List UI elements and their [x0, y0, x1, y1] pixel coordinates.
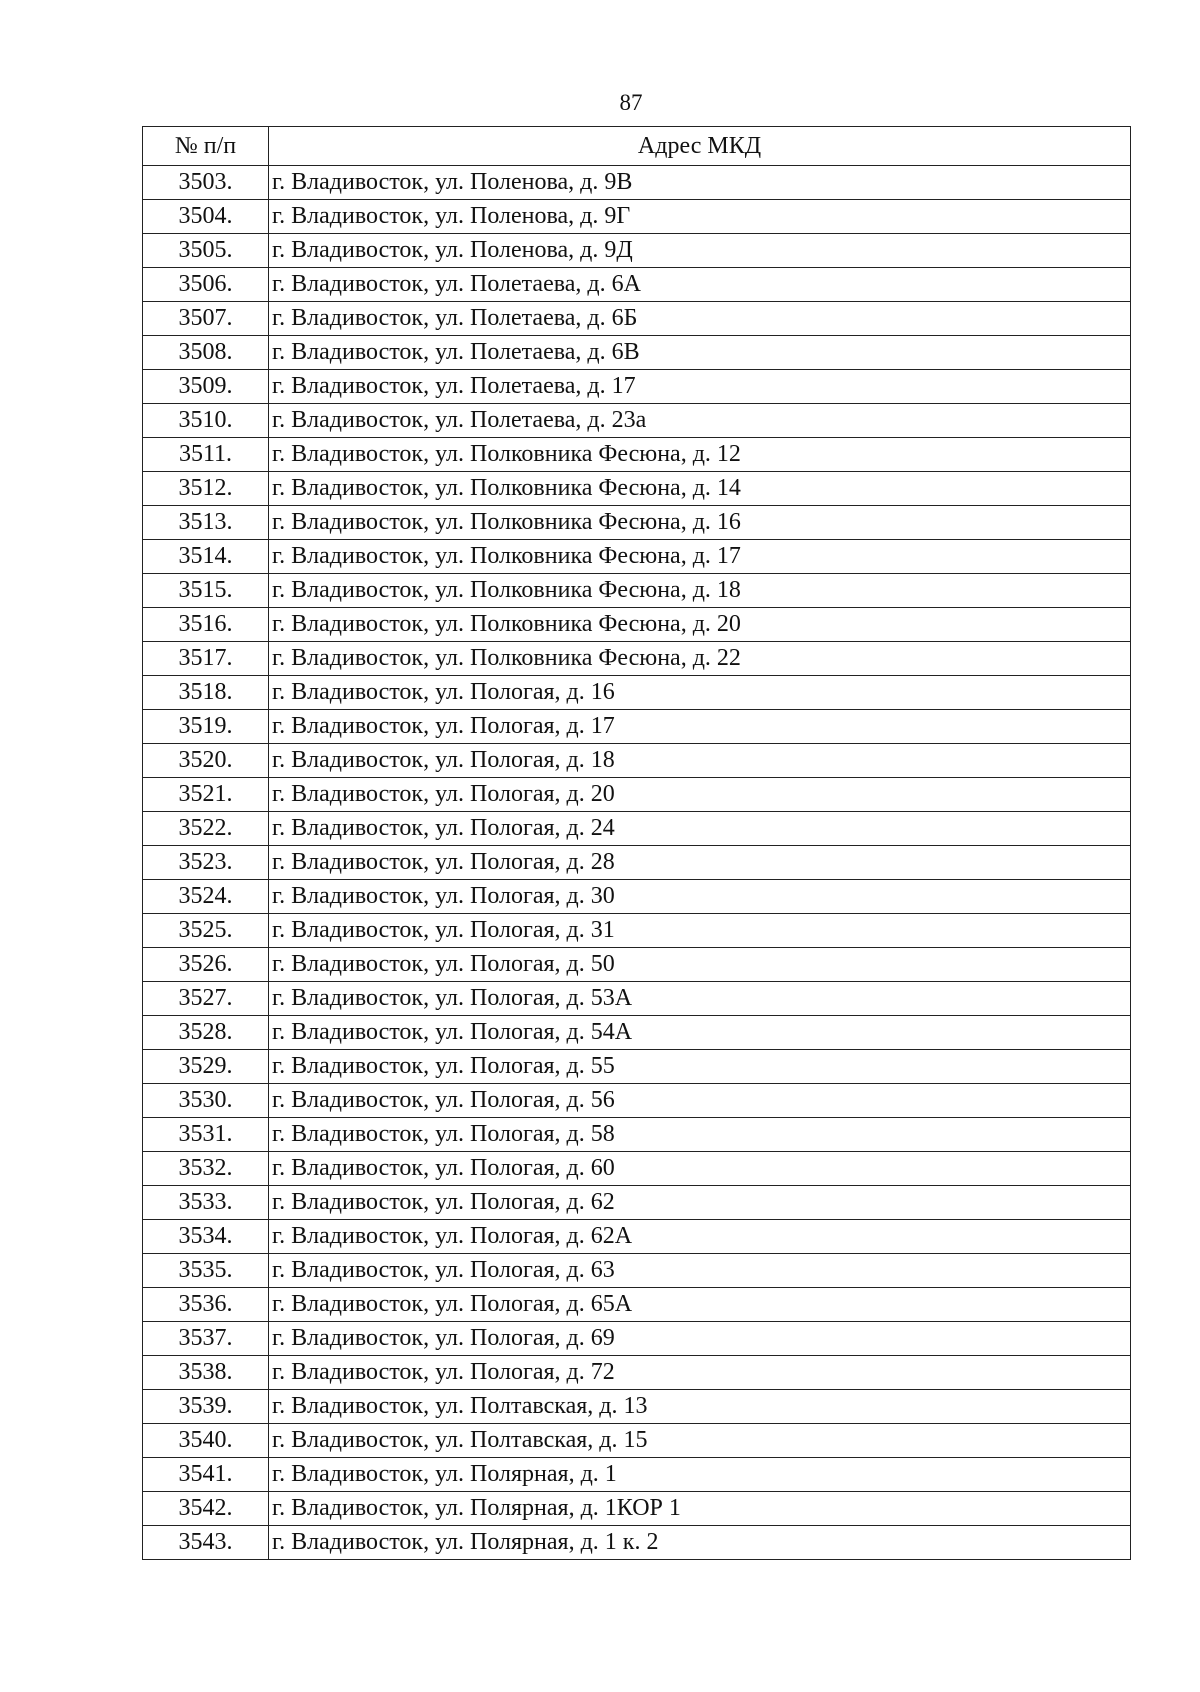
column-header-address: Адрес МКД — [269, 127, 1131, 166]
address-cell: г. Владивосток, ул. Полярная, д. 1КОР 1 — [269, 1492, 1131, 1526]
address-cell: г. Владивосток, ул. Пологая, д. 69 — [269, 1322, 1131, 1356]
row-number-cell: 3521. — [143, 778, 269, 812]
row-number-cell: 3517. — [143, 642, 269, 676]
row-number-cell: 3522. — [143, 812, 269, 846]
row-number-cell: 3532. — [143, 1152, 269, 1186]
row-number-cell: 3534. — [143, 1220, 269, 1254]
address-cell: г. Владивосток, ул. Пологая, д. 58 — [269, 1118, 1131, 1152]
address-cell: г. Владивосток, ул. Пологая, д. 72 — [269, 1356, 1131, 1390]
address-cell: г. Владивосток, ул. Полетаева, д. 23а — [269, 404, 1131, 438]
row-number-cell: 3536. — [143, 1288, 269, 1322]
address-cell: г. Владивосток, ул. Полковника Фесюна, д. 16 — [269, 506, 1131, 540]
address-cell: г. Владивосток, ул. Полярная, д. 1 — [269, 1458, 1131, 1492]
address-cell: г. Владивосток, ул. Пологая, д. 63 — [269, 1254, 1131, 1288]
address-cell: г. Владивосток, ул. Пологая, д. 16 — [269, 676, 1131, 710]
table-row — [143, 1254, 1131, 1288]
table-row — [143, 404, 1131, 438]
table-row — [143, 812, 1131, 846]
address-cell: г. Владивосток, ул. Полетаева, д. 6В — [269, 336, 1131, 370]
row-number-cell: 3524. — [143, 880, 269, 914]
row-number-cell: 3523. — [143, 846, 269, 880]
address-cell: г. Владивосток, ул. Пологая, д. 31 — [269, 914, 1131, 948]
row-number-cell: 3507. — [143, 302, 269, 336]
address-cell: г. Владивосток, ул. Пологая, д. 56 — [269, 1084, 1131, 1118]
address-cell: г. Владивосток, ул. Полетаева, д. 6А — [269, 268, 1131, 302]
table-row — [143, 1526, 1131, 1560]
table-row — [143, 948, 1131, 982]
row-number-cell: 3514. — [143, 540, 269, 574]
table-header — [143, 127, 1131, 166]
table-row — [143, 1458, 1131, 1492]
address-cell: г. Владивосток, ул. Полтавская, д. 13 — [269, 1390, 1131, 1424]
row-number-cell: 3503. — [143, 166, 269, 200]
address-cell: г. Владивосток, ул. Пологая, д. 50 — [269, 948, 1131, 982]
address-cell: г. Владивосток, ул. Полковника Фесюна, д. 20 — [269, 608, 1131, 642]
row-number-cell: 3537. — [143, 1322, 269, 1356]
table-row — [143, 1390, 1131, 1424]
row-number-cell: 3520. — [143, 744, 269, 778]
address-cell: г. Владивосток, ул. Пологая, д. 28 — [269, 846, 1131, 880]
table-row — [143, 642, 1131, 676]
address-cell: г. Владивосток, ул. Полетаева, д. 6Б — [269, 302, 1131, 336]
row-number-cell: 3527. — [143, 982, 269, 1016]
row-number-cell: 3506. — [143, 268, 269, 302]
address-cell: г. Владивосток, ул. Поленова, д. 9В — [269, 166, 1131, 200]
row-number-cell: 3519. — [143, 710, 269, 744]
address-cell: г. Владивосток, ул. Пологая, д. 24 — [269, 812, 1131, 846]
address-cell: г. Владивосток, ул. Пологая, д. 62А — [269, 1220, 1131, 1254]
table-row — [143, 166, 1131, 200]
address-cell: г. Владивосток, ул. Полтавская, д. 15 — [269, 1424, 1131, 1458]
table-row — [143, 540, 1131, 574]
row-number-cell: 3542. — [143, 1492, 269, 1526]
table-row — [143, 1152, 1131, 1186]
address-cell: г. Владивосток, ул. Пологая, д. 65А — [269, 1288, 1131, 1322]
row-number-cell: 3512. — [143, 472, 269, 506]
address-cell: г. Владивосток, ул. Полярная, д. 1 к. 2 — [269, 1526, 1131, 1560]
address-cell: г. Владивосток, ул. Полковника Фесюна, д. 22 — [269, 642, 1131, 676]
row-number-cell: 3539. — [143, 1390, 269, 1424]
row-number-cell: 3535. — [143, 1254, 269, 1288]
table-row — [143, 1016, 1131, 1050]
table-row — [143, 1288, 1131, 1322]
table-row — [143, 200, 1131, 234]
table-row — [143, 1118, 1131, 1152]
row-number-cell: 3511. — [143, 438, 269, 472]
row-number-cell: 3540. — [143, 1424, 269, 1458]
table-row — [143, 234, 1131, 268]
address-cell: г. Владивосток, ул. Полковника Фесюна, д. 14 — [269, 472, 1131, 506]
table-row — [143, 914, 1131, 948]
row-number-cell: 3509. — [143, 370, 269, 404]
table-row — [143, 438, 1131, 472]
address-cell: г. Владивосток, ул. Полетаева, д. 17 — [269, 370, 1131, 404]
row-number-cell: 3518. — [143, 676, 269, 710]
row-number-cell: 3513. — [143, 506, 269, 540]
table-row — [143, 778, 1131, 812]
table-row — [143, 1492, 1131, 1526]
address-cell: г. Владивосток, ул. Пологая, д. 60 — [269, 1152, 1131, 1186]
table-row — [143, 1050, 1131, 1084]
row-number-cell: 3525. — [143, 914, 269, 948]
row-number-cell: 3515. — [143, 574, 269, 608]
row-number-cell: 3533. — [143, 1186, 269, 1220]
address-cell: г. Владивосток, ул. Пологая, д. 54А — [269, 1016, 1131, 1050]
table-row — [143, 370, 1131, 404]
address-cell: г. Владивосток, ул. Пологая, д. 17 — [269, 710, 1131, 744]
table-row — [143, 846, 1131, 880]
row-number-cell: 3528. — [143, 1016, 269, 1050]
table-row — [143, 1220, 1131, 1254]
table-row — [143, 710, 1131, 744]
address-cell: г. Владивосток, ул. Поленова, д. 9Д — [269, 234, 1131, 268]
row-number-cell: 3526. — [143, 948, 269, 982]
address-cell: г. Владивосток, ул. Пологая, д. 55 — [269, 1050, 1131, 1084]
table-row — [143, 302, 1131, 336]
row-number-cell: 3541. — [143, 1458, 269, 1492]
table-row — [143, 676, 1131, 710]
address-table — [142, 126, 1131, 1560]
row-number-cell: 3529. — [143, 1050, 269, 1084]
address-cell: г. Владивосток, ул. Полковника Фесюна, д. 18 — [269, 574, 1131, 608]
table-row — [143, 1322, 1131, 1356]
table-row — [143, 1356, 1131, 1390]
row-number-cell: 3531. — [143, 1118, 269, 1152]
table-row — [143, 608, 1131, 642]
row-number-cell: 3538. — [143, 1356, 269, 1390]
address-cell: г. Владивосток, ул. Полковника Фесюна, д. 12 — [269, 438, 1131, 472]
table-row — [143, 982, 1131, 1016]
row-number-cell: 3510. — [143, 404, 269, 438]
table-row — [143, 472, 1131, 506]
address-cell: г. Владивосток, ул. Поленова, д. 9Г — [269, 200, 1131, 234]
address-cell: г. Владивосток, ул. Полковника Фесюна, д. 17 — [269, 540, 1131, 574]
address-cell: г. Владивосток, ул. Пологая, д. 30 — [269, 880, 1131, 914]
row-number-cell: 3516. — [143, 608, 269, 642]
table-row — [143, 880, 1131, 914]
table-row — [143, 506, 1131, 540]
table-row — [143, 268, 1131, 302]
column-header-number: № п/п — [143, 127, 269, 166]
row-number-cell: 3543. — [143, 1526, 269, 1560]
table-row — [143, 336, 1131, 370]
address-cell: г. Владивосток, ул. Пологая, д. 53А — [269, 982, 1131, 1016]
table-row — [143, 744, 1131, 778]
row-number-cell: 3530. — [143, 1084, 269, 1118]
table-row — [143, 574, 1131, 608]
row-number-cell: 3508. — [143, 336, 269, 370]
table-row — [143, 1424, 1131, 1458]
table-header-row — [143, 127, 1131, 166]
row-number-cell: 3504. — [143, 200, 269, 234]
address-cell: г. Владивосток, ул. Пологая, д. 18 — [269, 744, 1131, 778]
table-row — [143, 1186, 1131, 1220]
table-body — [143, 166, 1131, 1560]
page-number: 87 — [619, 90, 643, 115]
row-number-cell: 3505. — [143, 234, 269, 268]
address-cell: г. Владивосток, ул. Пологая, д. 62 — [269, 1186, 1131, 1220]
address-cell: г. Владивосток, ул. Пологая, д. 20 — [269, 778, 1131, 812]
table-row — [143, 1084, 1131, 1118]
